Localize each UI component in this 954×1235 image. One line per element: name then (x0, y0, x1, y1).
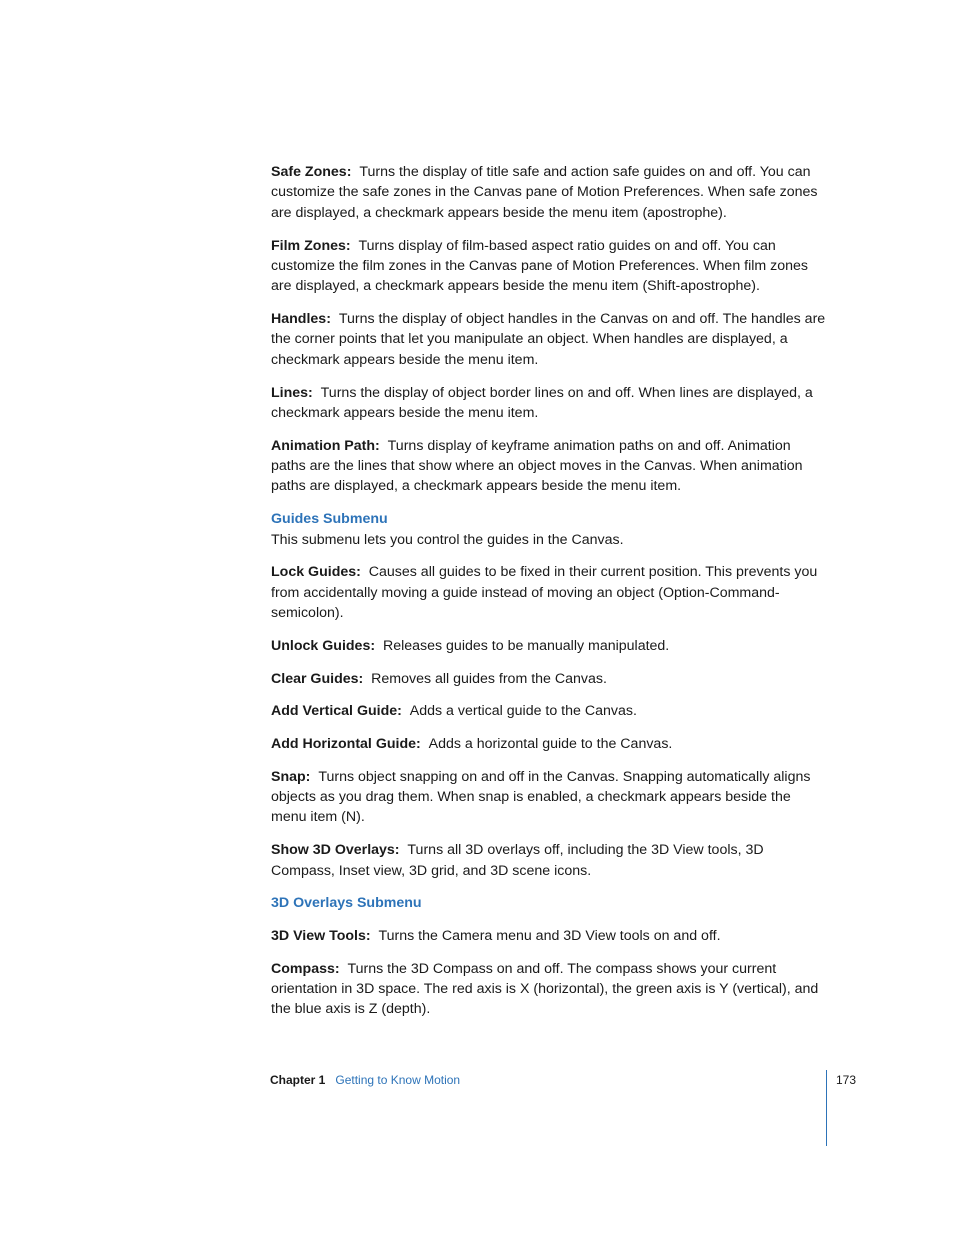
term-label: Clear Guides: (271, 670, 364, 687)
term-label: Show 3D Overlays: (271, 842, 400, 859)
definition-lock-guides (271, 562, 827, 623)
term-description: Removes all guides from the Canvas. (371, 670, 607, 687)
term-label: Add Horizontal Guide: (271, 735, 421, 752)
definition-safe-zones (271, 162, 827, 223)
definition-add-horizontal-guide (271, 734, 827, 754)
definition-animation-path (271, 436, 827, 497)
term-description: Turns object snapping on and off in the Canvas. Snapping automatically aligns objects as you drag them. When snap is enabled, a checkmark appears beside the menu item (N). (271, 768, 811, 826)
definition-clear-guides (271, 669, 827, 689)
term-description: Turns the 3D Compass on and off. The compass shows your current orientation in 3D space. The red axis is X (horizontal), the green axis is Y (vertical), and the blue axis is Z (depth). (271, 960, 819, 1018)
term-description: Turns the Camera menu and 3D View tools on and off. (378, 927, 721, 944)
term-label: 3D View Tools: (271, 927, 371, 944)
term-label: Lines: (271, 384, 313, 401)
definition-lines (271, 383, 827, 424)
term-description: Turns the display of object border lines on and off. When lines are displayed, a checkmark appears beside the menu item. (271, 384, 813, 421)
definition-add-vertical-guide (271, 701, 827, 721)
term-description: Releases guides to be manually manipulated. (382, 637, 670, 654)
footer-divider (826, 1070, 827, 1146)
chapter-label: Chapter 1 (270, 1073, 326, 1087)
term-label: Handles: (271, 311, 331, 328)
section-heading-3d-overlays-submenu: 3D Overlays Submenu (271, 895, 422, 912)
term-label: Lock Guides: (271, 564, 361, 581)
page-number: 173 (836, 1073, 857, 1087)
definition-handles (271, 309, 827, 370)
section-heading-guides-submenu: Guides Submenu (271, 511, 388, 528)
definition-3d-view-tools (271, 926, 827, 946)
term-description: Adds a vertical guide to the Canvas. (409, 703, 637, 720)
term-label: Animation Path: (271, 437, 380, 454)
term-description: Adds a horizontal guide to the Canvas. (428, 735, 673, 752)
term-label: Snap: (271, 768, 311, 785)
term-description: Turns all 3D overlays off, including the 3D View tools, 3D Compass, Inset view, 3D grid, and 3D scene icons. (271, 842, 764, 879)
term-label: Add Vertical Guide: (271, 703, 402, 720)
term-description: Turns the display of title safe and action safe guides on and off. You can customize the safe zones in the Canvas pane of Motion Preferences. When safe zones are displayed, a checkmark appears beside the menu item (apostrophe). (271, 164, 818, 221)
term-description: Turns display of film-based aspect ratio guides on and off. You can customize the film zones in the Canvas pane of Motion Preferences. When film zones are displayed, a checkmark appears beside the menu item (Shift-apostrophe). (271, 237, 809, 295)
page-content (271, 162, 827, 1032)
section-intro-guides: This submenu lets you control the guides in the Canvas. (271, 531, 624, 548)
term-label: Safe Zones: (271, 164, 352, 180)
term-description: Turns the display of object handles in the Canvas on and off. The handles are the corner points that let you manipulate an object. When handles are displayed, a checkmark appears beside the menu item. (271, 311, 826, 368)
term-label: Compass: (271, 960, 340, 977)
chapter-title-link[interactable]: Getting to Know Motion (335, 1073, 461, 1087)
definition-unlock-guides (271, 636, 827, 656)
definition-film-zones (271, 236, 827, 297)
definition-snap (271, 767, 827, 828)
page-footer (270, 1072, 460, 1088)
definition-compass (271, 959, 827, 1020)
term-description: Causes all guides to be fixed in their current position. This prevents you from accidentally moving a guide instead of moving an object (Option-Command-semicolon). (271, 564, 818, 622)
term-description: Turns display of keyframe animation paths on and off. Animation paths are the lines that show where an object moves in the Canvas. When animation paths are displayed, a checkmark appears beside the menu item. (271, 437, 803, 495)
term-label: Unlock Guides: (271, 637, 376, 654)
definition-show-3d-overlays (271, 840, 827, 881)
term-label: Film Zones: (271, 237, 351, 254)
